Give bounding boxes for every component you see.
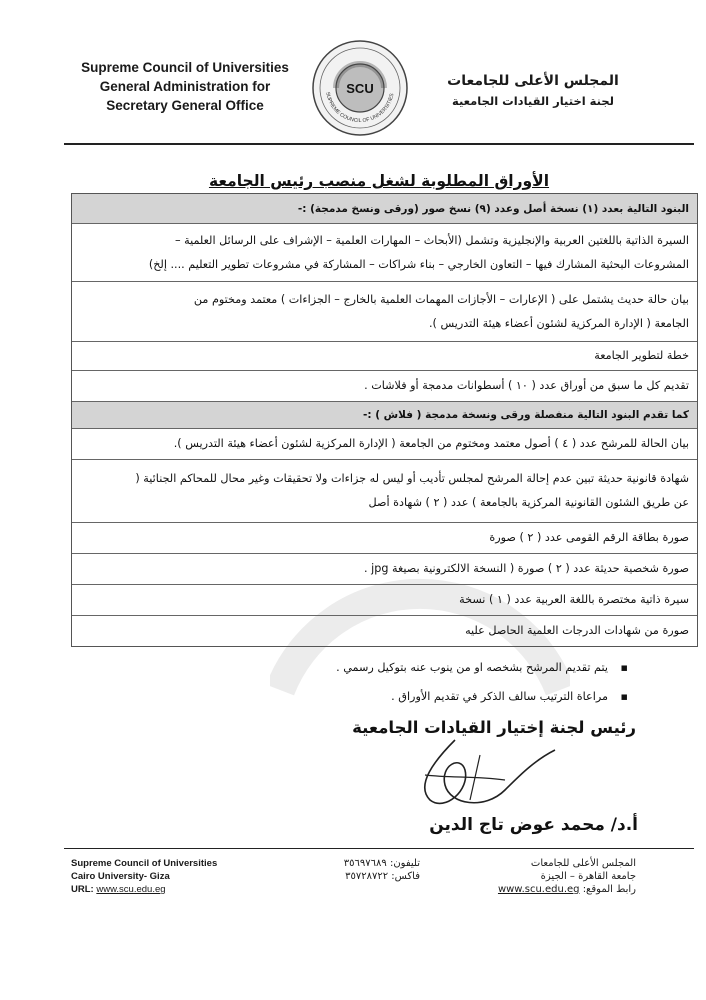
scu-seal-logo <box>310 38 410 138</box>
note-item: ▪ يتم تقديم المرشح بشخصه او من ينوب عنه بتوكيل رسمي . <box>76 660 636 676</box>
footer-contact <box>300 857 420 883</box>
handwritten-signature <box>395 730 565 820</box>
notes-list <box>76 660 636 718</box>
table-row: صورة بطاقة الرقم القومى عدد ( ٢ ) صورة <box>72 522 697 553</box>
header-ar-line-2: لجنة اختيار القيادات الجامعية <box>452 94 614 108</box>
footer-phone: تليفون: ٣٥٦٩٧٦٨٩ <box>343 858 420 869</box>
document-title: الأوراق المطلوبة لشغل منصب رئيس الجامعة <box>208 172 550 190</box>
header-divider <box>64 143 694 145</box>
table-row: السيرة الذاتية باللغتين العربية والإنجليزية وتشمل (الأبحاث – المهارات العلمية – الإشراف على الرسائل العلمية – المشروعات البحثية المشارك فيها – التعاون الخارجي – بناء شراكات – المشاركة في مشروعات تطوير التعليم .... إلخ) <box>72 223 697 281</box>
footer-ar-line-1: المجلس الأعلى للجامعات <box>530 858 636 869</box>
footer-en-url-label: URL: <box>71 884 94 895</box>
header-en-line-2: General Administration for <box>99 79 271 94</box>
footer-ar-url-link[interactable]: www.scu.edu.eg <box>497 884 580 895</box>
seal-ring-text: SUPREME COUNCIL OF UNIVERSITIES <box>324 91 396 125</box>
footer-fax: فاكس: ٣٥٧٢٨٧٢٢ <box>345 871 420 882</box>
header-en-line-3: Secretary General Office <box>106 98 264 113</box>
table-row: صورة من شهادات الدرجات العلمية الحاصل عليه <box>72 615 697 646</box>
footer-arabic <box>426 857 636 896</box>
footer-divider <box>64 848 694 849</box>
signature-title: رئيس لجنة إختيار القيادات الجامعية <box>352 718 636 737</box>
table-row: سيرة ذاتية مختصرة باللغة العربية عدد ( ١ ) نسخة <box>72 584 697 615</box>
table-row: شهادة قانونية حديثة تبين عدم إحالة المرشح لمجلس تأديب أو ليس له جزاءات ولا تحقيقات وغير محال للمحاكم الجنائية ( عن طريق الشئون القانونية المركزية بالجامعة ) عدد ( ٢ ) شهادة أصل <box>72 459 697 522</box>
signatory-name: أ.د/ محمد عوض تاج الدين <box>429 815 638 835</box>
footer-ar-url-label: رابط الموقع: <box>582 884 636 895</box>
footer-en-line-2: Cairo University- Giza <box>71 871 170 882</box>
table-row: بيان الحالة للمرشح عدد ( ٤ ) أصول معتمد ومختوم من الجامعة ( الإدارة المركزية لشئون أعضاء هيئة التدريس ). <box>72 428 697 459</box>
footer-english <box>71 857 217 896</box>
table-section-header: كما تقدم البنود التالية منفصلة ورقى ونسخة مدمجة ( فلاش ) :- <box>72 401 697 428</box>
note-item: ▪ مراعاة الترتيب سالف الذكر في تقديم الأوراق . <box>76 689 636 705</box>
header-english <box>70 58 300 115</box>
footer-en-line-1: Supreme Council of Universities <box>71 858 218 869</box>
table-row: خطة لتطوير الجامعة <box>72 341 697 370</box>
table-row: صورة شخصية حديثة عدد ( ٢ ) صورة ( النسخة الالكترونية بصيغة jpg . <box>72 553 697 584</box>
footer-ar-line-2: جامعة القاهرة – الجيزة <box>540 871 636 882</box>
header-arabic <box>428 70 638 110</box>
table-row: تقديم كل ما سبق من أوراق عدد ( ١٠ ) أسطوانات مدمجة أو فلاشات . <box>72 370 697 401</box>
table-row: بيان حالة حديث يشتمل على ( الإعارات – الأجازات المهمات العلمية بالخارج – الجزاءات ) معتمد ومختوم من الجامعة ( الإدارة المركزية لشئون أعضاء هيئة التدريس ). <box>72 281 697 341</box>
requirements-table <box>71 193 698 647</box>
seal-center-text: SCU <box>346 81 374 96</box>
header-en-line-1: Supreme Council of Universities <box>81 60 289 75</box>
footer-en-url-link[interactable]: www.scu.edu.eg <box>96 884 166 895</box>
header-ar-line-1: المجلس الأعلى للجامعات <box>447 73 619 89</box>
table-section-header: البنود التالية بعدد (١) نسخة أصل وعدد (٩) نسخ صور (ورقى ونسخ مدمجة) :- <box>72 194 697 223</box>
